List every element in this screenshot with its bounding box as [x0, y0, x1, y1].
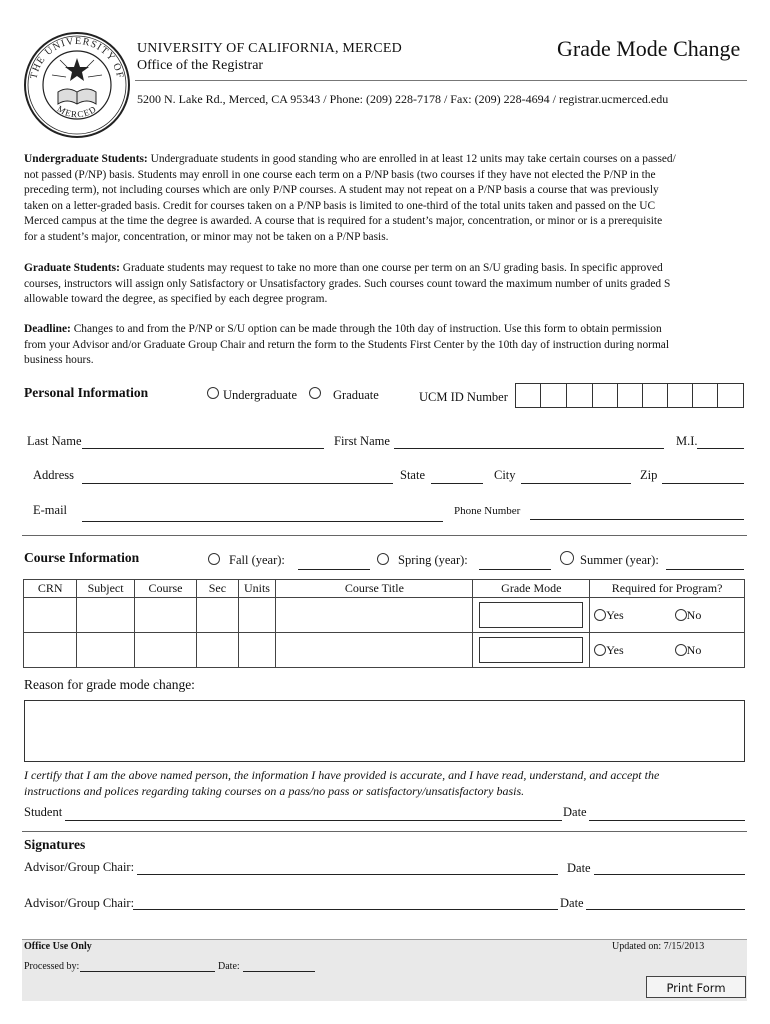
- address-label: Address: [33, 468, 74, 482]
- yes-radio[interactable]: [594, 644, 606, 656]
- summer-year-field[interactable]: [666, 555, 744, 570]
- state-field[interactable]: [431, 469, 483, 484]
- signatures-heading: Signatures: [24, 837, 86, 852]
- student-signature-field[interactable]: [65, 806, 562, 821]
- advisor1-label: Advisor/Group Chair:: [24, 860, 135, 874]
- city-label: City: [494, 468, 516, 482]
- required-cell: [590, 598, 745, 633]
- city-field[interactable]: [521, 469, 631, 484]
- print-form-button[interactable]: Print Form: [646, 976, 746, 998]
- spring-year-field[interactable]: [479, 555, 551, 570]
- col-subject: Subject: [77, 580, 135, 598]
- ucm-id-boxes: [515, 383, 744, 408]
- address-field[interactable]: [82, 469, 393, 484]
- graduate-radio[interactable]: [309, 387, 321, 399]
- undergrad-heading: Undergraduate Students:: [24, 153, 148, 165]
- fall-year-field[interactable]: [298, 555, 370, 570]
- header-divider: [135, 80, 747, 81]
- summer-radio[interactable]: [560, 551, 574, 565]
- fall-label: Fall (year):: [229, 553, 285, 567]
- sec-cell[interactable]: [197, 633, 238, 668]
- subject-cell[interactable]: [77, 598, 135, 633]
- undergraduate-label: Undergraduate: [223, 388, 298, 402]
- office-use-heading: Office Use Only: [24, 941, 92, 952]
- no-label: No: [686, 607, 702, 622]
- crn-cell[interactable]: [24, 633, 77, 668]
- ucm-id-digit[interactable]: [693, 383, 718, 408]
- graduate-label: Graduate: [333, 388, 379, 402]
- units-cell[interactable]: [238, 598, 276, 633]
- updated-date: Updated on: 7/15/2013: [612, 941, 705, 952]
- deadline-heading: Deadline:: [24, 323, 71, 335]
- yes-label: Yes: [606, 607, 624, 622]
- crn-cell[interactable]: [24, 598, 77, 633]
- email-field[interactable]: [82, 507, 443, 522]
- section-divider: [22, 535, 747, 536]
- reason-textarea[interactable]: [24, 700, 745, 762]
- office-name: Office of the Registrar: [137, 58, 264, 73]
- office-date-field[interactable]: [243, 959, 315, 972]
- units-cell[interactable]: [238, 633, 276, 668]
- col-sec: Sec: [197, 580, 238, 598]
- ucm-id-digit[interactable]: [567, 383, 593, 408]
- state-label: State: [400, 468, 425, 482]
- phone-label: Phone Number: [454, 505, 521, 517]
- table-header-row: [24, 580, 745, 598]
- first-name-field[interactable]: [394, 434, 664, 449]
- col-units: Units: [238, 580, 276, 598]
- svg-text:THE UNIVERSITY OF: THE UNIVERSITY OF: [28, 35, 126, 81]
- ucm-id-digit[interactable]: [618, 383, 643, 408]
- col-course: Course: [134, 580, 196, 598]
- fall-radio[interactable]: [208, 553, 220, 565]
- university-name: UNIVERSITY OF CALIFORNIA, MERCED: [137, 41, 402, 56]
- student-label: Student: [24, 805, 63, 819]
- table-row: [24, 598, 745, 633]
- ucm-id-digit[interactable]: [643, 383, 668, 408]
- grad-heading: Graduate Students:: [24, 262, 120, 274]
- ucm-id-digit[interactable]: [593, 383, 618, 408]
- subject-cell[interactable]: [77, 633, 135, 668]
- advisor2-date-label: Date: [560, 896, 584, 910]
- no-label: No: [686, 642, 702, 657]
- last-name-label: Last Name: [27, 434, 82, 448]
- deadline-paragraph: Deadline: Changes to and from the P/NP or S/U option can be made through the 10th day of instruction. Use this form to obtain permission from your Advisor and/or Graduate Group Chair and return the form to the Students First Center by the 10th day of instruction during normal business hours.: [24, 323, 670, 367]
- email-label: E-mail: [33, 503, 68, 517]
- advisor1-signature-field[interactable]: [137, 860, 558, 875]
- col-grade-mode: Grade Mode: [473, 580, 590, 598]
- sec-cell[interactable]: [197, 598, 238, 633]
- table-row: [24, 633, 745, 668]
- course-info-heading: Course Information: [24, 550, 140, 565]
- zip-label: Zip: [640, 468, 658, 482]
- contact-address: 5200 N. Lake Rd., Merced, CA 95343 / Phone: (209) 228-7178 / Fax: (209) 228-4694 / registrar.ucmerced.edu: [137, 92, 669, 106]
- ucm-id-digit[interactable]: [668, 383, 693, 408]
- processed-by-label: Processed by:: [24, 961, 80, 972]
- processed-by-field[interactable]: [80, 959, 215, 972]
- required-cell: [590, 633, 745, 668]
- course-title-cell[interactable]: [276, 598, 473, 633]
- ucm-id-digit[interactable]: [718, 383, 744, 408]
- advisor1-date-field[interactable]: [594, 860, 745, 875]
- graduate-paragraph: Graduate Students: Graduate students may request to take no more than one course per term on an S/U grading basis. In specific approved courses, instructors will assign only Satisfactory or Unsatisfactory grades. Such courses count toward the maximum number of units graded S allowable toward the degree, as specified by each degree program.: [24, 262, 671, 306]
- advisor2-signature-field[interactable]: [133, 895, 558, 910]
- ucm-id-label: UCM ID Number: [419, 390, 508, 404]
- advisor2-label: Advisor/Group Chair:: [24, 896, 135, 910]
- svg-text:MERCED: MERCED: [55, 103, 99, 120]
- grade-mode-cell: [473, 633, 590, 668]
- reason-label: Reason for grade mode change:: [24, 677, 195, 692]
- col-required: Required for Program?: [590, 580, 745, 598]
- last-name-field[interactable]: [82, 434, 324, 449]
- undergraduate-paragraph: Undergraduate Students: Undergraduate students in good standing who are enrolled in at least 12 units may take certain courses on a passed/ not passed (P/NP) basis. Students may enroll in one course each term on a P/NP basis (two courses if they have not elected the P/NP in the preceding term), not including courses which are only P/NP courses. A student may not repeat on a P/NP basis a course that was previously taken on a letter-graded basis. Credit for courses taken on a P/NP basis is limited to one-third of the total units taken and passed on the UC Merced campus at the time the degree is awarded. A course that is required for a student’s major, concentration, or minor or is a prerequisite for a student’s major, concentration, or minor may not be taken on a P/NP basis.: [24, 153, 676, 243]
- grade-mode-input[interactable]: [479, 602, 583, 628]
- summer-label: Summer (year):: [580, 553, 659, 567]
- zip-field[interactable]: [662, 469, 744, 484]
- advisor2-date-field[interactable]: [586, 895, 745, 910]
- spring-label: Spring (year):: [398, 553, 468, 567]
- col-course-title: Course Title: [276, 580, 473, 598]
- course-table: [23, 579, 745, 668]
- first-name-label: First Name: [334, 434, 390, 448]
- no-radio[interactable]: [675, 609, 687, 621]
- student-date-field[interactable]: [589, 806, 745, 821]
- phone-field[interactable]: [530, 505, 744, 520]
- certification-text: I certify that I am the above named person, the information I have provided is accurate, and I have read, understand, and accept the instructions and polices regarding taking courses on a pass/no pass or satisfactory/unsatisfactory basis.: [24, 768, 660, 798]
- student-date-label: Date: [563, 805, 587, 819]
- course-title-cell[interactable]: [276, 633, 473, 668]
- course-cell[interactable]: [134, 633, 196, 668]
- page-title: Grade Mode Change: [557, 36, 741, 61]
- ucm-id-digit[interactable]: [515, 383, 541, 408]
- yes-radio[interactable]: [594, 609, 606, 621]
- advisor1-date-label: Date: [567, 861, 591, 875]
- yes-label: Yes: [606, 642, 624, 657]
- university-seal-logo: [22, 30, 132, 140]
- office-date-label: Date:: [218, 961, 240, 972]
- grade-mode-cell: [473, 598, 590, 633]
- spring-radio[interactable]: [377, 553, 389, 565]
- section-divider: [22, 831, 747, 832]
- course-cell[interactable]: [134, 598, 196, 633]
- ucm-id-digit[interactable]: [541, 383, 567, 408]
- no-radio[interactable]: [675, 644, 687, 656]
- col-crn: CRN: [24, 580, 77, 598]
- mi-field[interactable]: [697, 434, 744, 449]
- mi-label: M.I.: [676, 434, 698, 448]
- grade-mode-input[interactable]: [479, 637, 583, 663]
- personal-info-heading: Personal Information: [24, 385, 149, 400]
- undergraduate-radio[interactable]: [207, 387, 219, 399]
